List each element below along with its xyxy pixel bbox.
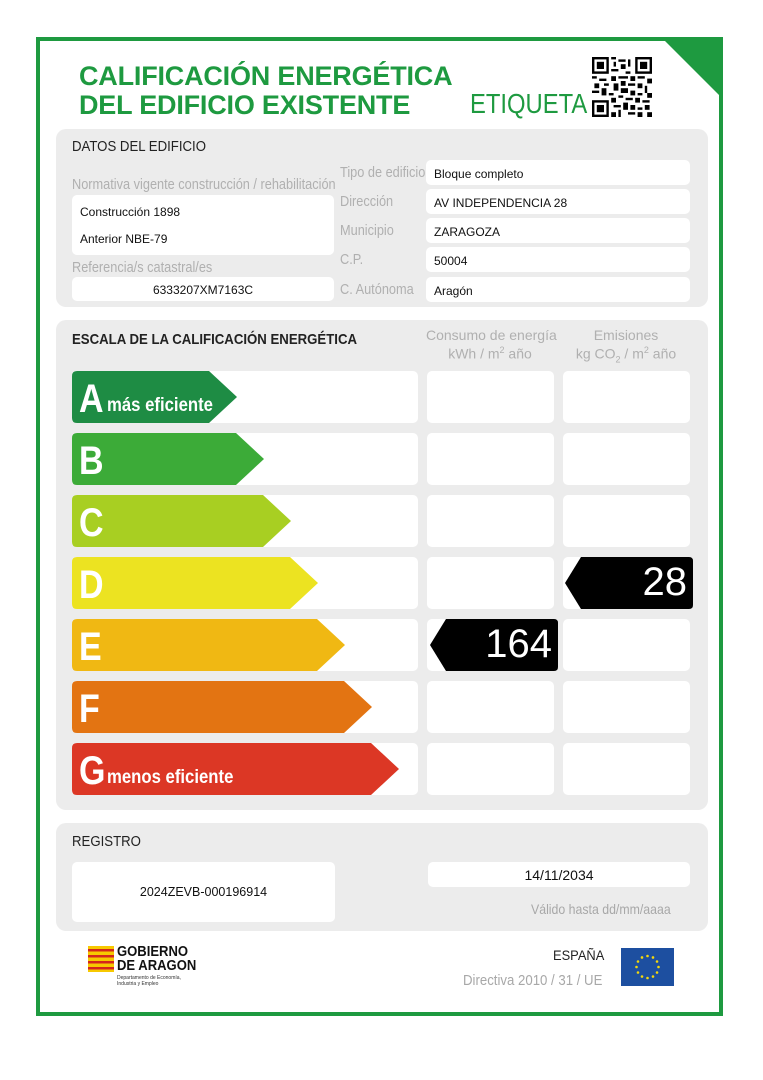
consumo-header-line1: Consumo de energía [426, 327, 557, 343]
grade-letter-c: C [79, 501, 104, 545]
consumo-header [426, 327, 557, 362]
emisiones-cell-e [563, 619, 690, 671]
eu-star [635, 966, 638, 969]
grade-subtitle-g: menos eficiente [107, 767, 234, 788]
consumo-cell-b [427, 433, 554, 485]
grade-letter-d: D [79, 563, 104, 607]
field-label-municipio: Municipio [340, 222, 394, 239]
valid-until-value: 14/11/2034 [524, 867, 594, 883]
title-line-1: CALIFICACIÓN ENERGÉTICA [79, 61, 453, 91]
emisiones-unit-b: / m [620, 345, 644, 362]
consumo-cell-g [427, 743, 554, 795]
consumo-value: 164 [485, 622, 552, 666]
eu-star [641, 956, 644, 959]
registry-section-title: REGISTRO [72, 833, 141, 850]
emisiones-cell-g [563, 743, 690, 795]
directive-label: Directiva 2010 / 31 / UE [463, 972, 603, 989]
grade-letter-e: E [79, 625, 102, 669]
grade-arrow-shape-e [72, 619, 345, 671]
org-name-line2: DE ARAGON [117, 958, 197, 974]
eu-star [646, 977, 649, 980]
eu-star [652, 975, 655, 978]
normativa-label: Normativa vigente construcción / rehabilitación [72, 176, 336, 193]
referencia-value: 6333207XM7163C [152, 283, 254, 297]
field-label-tipo: Tipo de edificio [340, 164, 426, 181]
emisiones-unit-c: año [648, 345, 677, 362]
eu-star [657, 966, 660, 969]
consumo-header-line2 [426, 345, 554, 362]
building-section-title: DATOS DEL EDIFICIO [72, 138, 206, 155]
grade-arrow-c [72, 495, 291, 547]
eu-star [656, 971, 659, 974]
referencia-label: Referencia/s catastral/es [72, 259, 213, 276]
grade-arrow-shape-f [72, 681, 372, 733]
registry-number: 2024ZEVB-000196914 [139, 885, 268, 899]
field-label-cp: C.P. [340, 251, 364, 268]
consumo-unit-b: año [504, 345, 532, 362]
normativa-value-1: Construcción 1898 [80, 205, 181, 219]
org-dept-line1: Departamento de Economía, [117, 975, 181, 981]
field-value-municipio: ZARAGOZA [434, 225, 501, 239]
eu-star [646, 955, 649, 958]
eu-star [637, 960, 640, 963]
eu-star [652, 956, 655, 959]
org-dept-line2: Industria y Empleo [117, 981, 159, 987]
grade-letter-f: F [79, 687, 100, 731]
consumo-cell-c [427, 495, 554, 547]
eu-star [656, 960, 659, 963]
grade-arrow-e [72, 619, 345, 671]
grade-arrow-f [72, 681, 372, 733]
title-line-2: DEL EDIFICIO EXISTENTE [79, 90, 411, 120]
valid-until-label: Válido hasta dd/mm/aaaa [531, 901, 671, 917]
eu-flag-icon [621, 948, 674, 986]
org-name-line1: GOBIERNO [117, 944, 189, 960]
emisiones-cell-f [563, 681, 690, 733]
scale-section-title: ESCALA DE LA CALIFICACIÓN ENERGÉTICA [72, 331, 358, 348]
emisiones-header-line1: Emisiones [593, 327, 659, 343]
grade-subtitle-a: más eficiente [107, 395, 213, 416]
field-label-direccion: Dirección [340, 193, 394, 210]
emisiones-cell-b [563, 433, 690, 485]
org-department [117, 975, 181, 987]
grade-letter-a: A [79, 377, 104, 421]
field-value-direccion: AV INDEPENDENCIA 28 [434, 196, 568, 210]
field-value-cp: 50004 [434, 254, 468, 268]
aragon-flag-icon [88, 946, 114, 972]
grade-arrow-d [72, 557, 318, 609]
field-label-autonoma: C. Autónoma [340, 281, 414, 298]
emisiones-header-line2 [562, 345, 690, 364]
consumo-cell-a [427, 371, 554, 423]
frame-corner-fold [661, 37, 723, 99]
eu-star [637, 971, 640, 974]
grade-arrow-shape-d [72, 557, 318, 609]
country-label: ESPAÑA [553, 947, 605, 963]
emisiones-unit-sub: 2 [615, 354, 621, 365]
consumo-cell-d [427, 557, 554, 609]
emisiones-unit-sup: 2 [643, 345, 649, 355]
consumo-unit-a: kWh / m [448, 345, 500, 362]
qr-code-icon [592, 57, 652, 117]
normativa-box [72, 195, 334, 255]
consumo-cell-f [427, 681, 554, 733]
consumo-unit-sup: 2 [499, 345, 505, 355]
org-name [117, 945, 196, 973]
emisiones-cell-c [563, 495, 690, 547]
emisiones-value: 28 [642, 560, 687, 604]
normativa-value-2: Anterior NBE-79 [80, 232, 168, 246]
emisiones-cell-a [563, 371, 690, 423]
grade-arrow-shape-c [72, 495, 291, 547]
emisiones-header [562, 327, 690, 364]
etiqueta-label: ETIQUETA [470, 88, 588, 119]
field-value-tipo: Bloque completo [434, 167, 524, 181]
emisiones-unit-a: kg CO [575, 345, 616, 362]
field-value-autonoma: Aragón [434, 284, 473, 298]
grade-letter-b: B [79, 439, 104, 483]
grade-letter-g: G [79, 749, 106, 793]
eu-star [641, 975, 644, 978]
